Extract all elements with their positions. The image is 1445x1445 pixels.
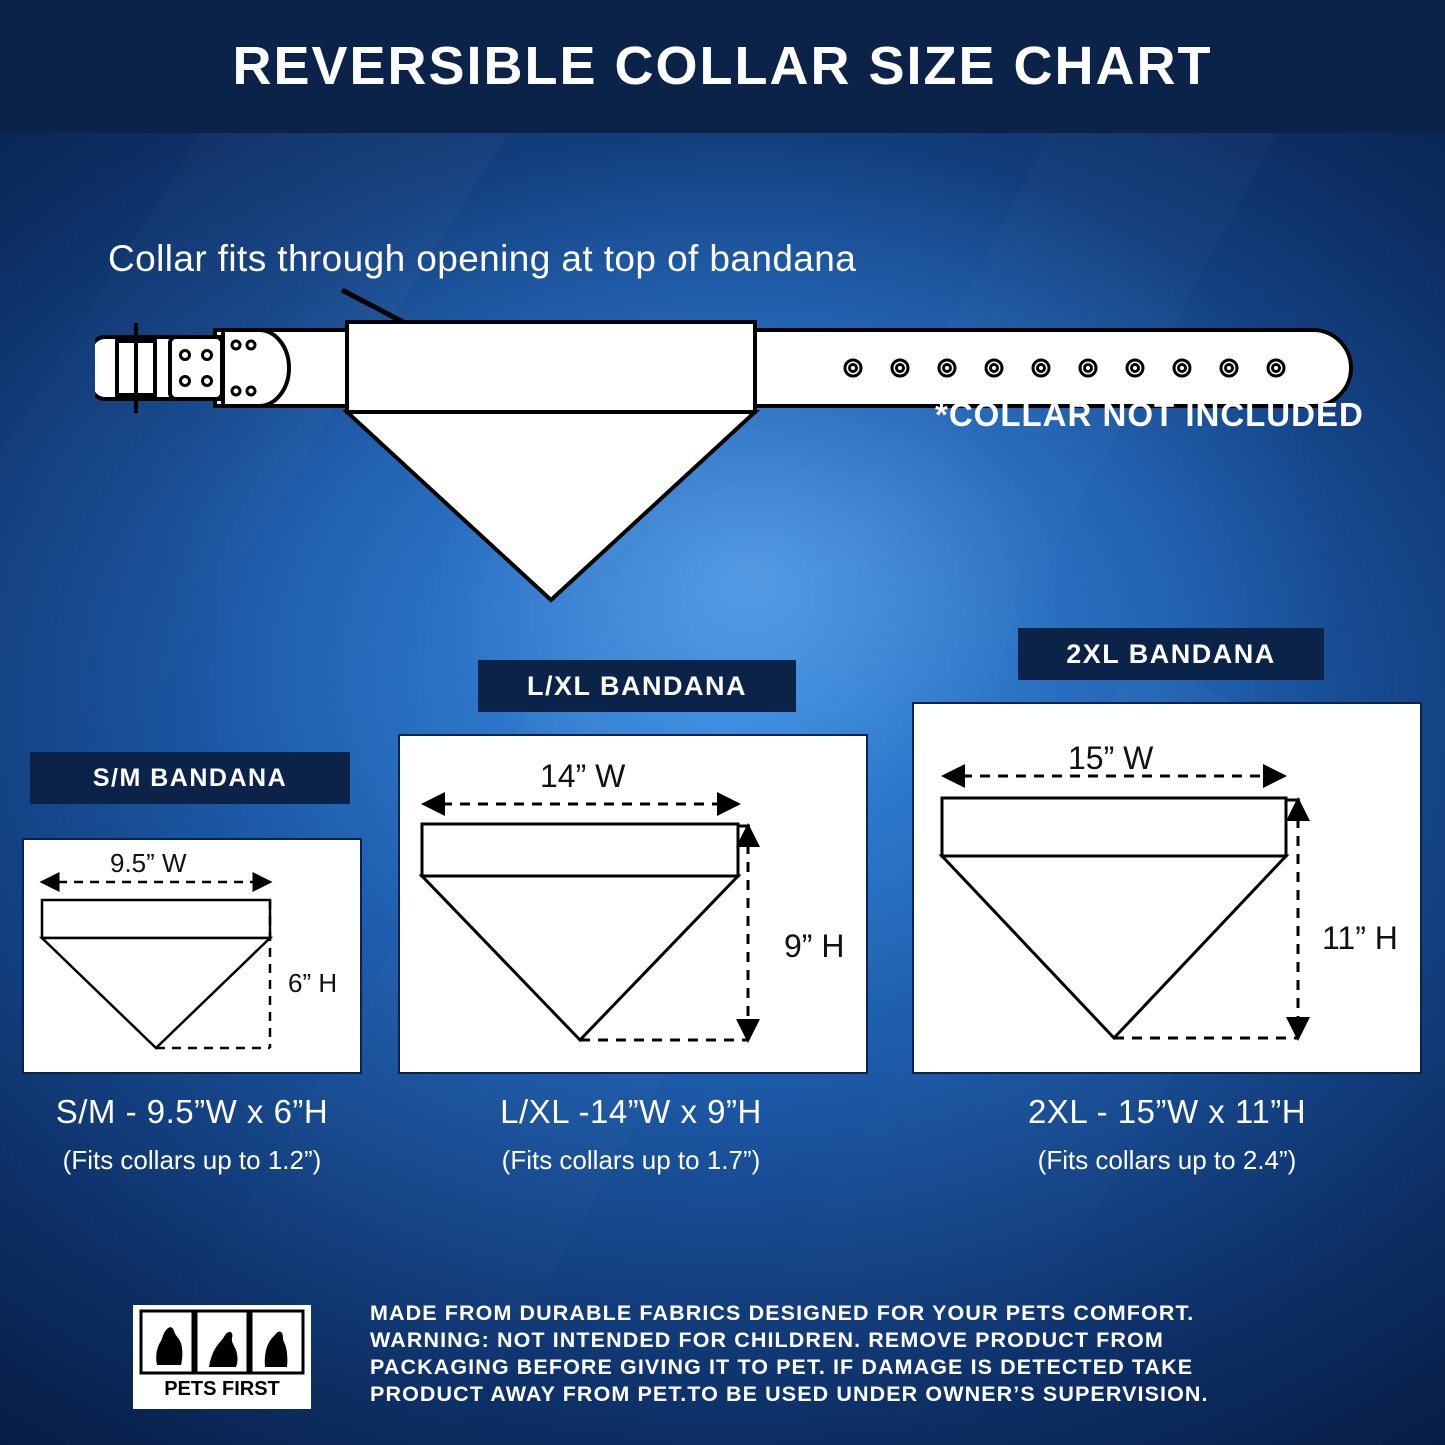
footer-line-2: WARNING: NOT INTENDED FOR CHILDREN. REMOVE PRODUCT FROM — [370, 1328, 1164, 1352]
footer-line-1: MADE FROM DURABLE FABRICS DESIGNED FOR YOUR PETS COMFORT. — [370, 1301, 1195, 1325]
footer-line-4: PRODUCT AWAY FROM PET.TO BE USED UNDER OWNER’S SUPERVISION. — [370, 1382, 1209, 1406]
caption-2xl: 2XL - 15”W x 11”H — [1027, 1093, 1307, 1130]
diagram-lxl — [398, 734, 864, 1070]
callout-label: Collar fits through opening at top of bandana — [108, 238, 857, 279]
collar-illustration — [95, 275, 1355, 605]
caption-sm: S/M - 9.5”W x 6”H — [55, 1093, 329, 1130]
height-label-lxl: 9” H — [784, 928, 845, 964]
height-label-2xl: 11” H — [1322, 920, 1398, 956]
footer-line-3: PACKAGING BEFORE GIVING IT TO PET. IF DAMAGE IS DETECTED TAKE — [370, 1355, 1194, 1379]
footer-disclaimer — [370, 1300, 1360, 1408]
width-label-2xl: 15” W — [1068, 740, 1154, 776]
badge-2xl: 2XL BANDANA — [1018, 628, 1324, 680]
page-title: REVERSIBLE COLLAR SIZE CHART — [232, 36, 1213, 96]
pets-first-logo — [133, 1305, 311, 1409]
caption-sub-2xl: (Fits collars up to 2.4”) — [1037, 1145, 1297, 1175]
height-label-sm: 6” H — [288, 968, 338, 998]
svg-text:PETS FIRST: PETS FIRST — [164, 1378, 280, 1400]
collar-not-included-note: *COLLAR NOT INCLUDED — [935, 396, 1364, 433]
caption-lxl: L/XL -14”W x 9”H — [500, 1093, 762, 1130]
diagram-sm — [22, 838, 358, 1070]
caption-sub-sm: (Fits collars up to 1.2”) — [62, 1145, 322, 1175]
badge-sm: S/M BANDANA — [30, 752, 350, 804]
width-label-sm: 9.5” W — [110, 848, 187, 878]
width-label-lxl: 14” W — [540, 758, 626, 794]
diagram-2xl — [912, 702, 1418, 1070]
badge-lxl: L/XL BANDANA — [478, 660, 796, 712]
caption-sub-lxl: (Fits collars up to 1.7”) — [501, 1145, 761, 1175]
